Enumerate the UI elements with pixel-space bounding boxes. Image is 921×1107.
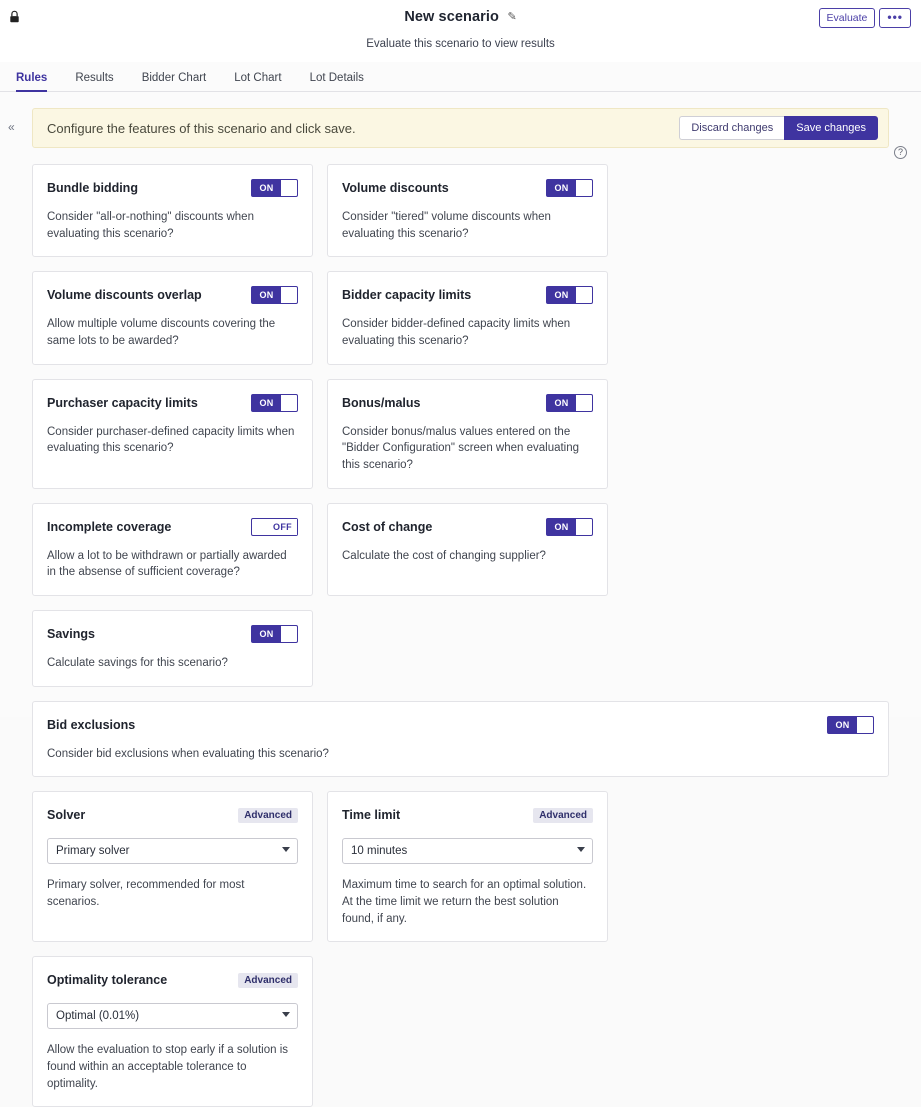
card-description: Allow the evaluation to stop early if a solution is found within an acceptable tolerance to optimality. [47,1044,288,1090]
pencil-edit-icon[interactable]: ✎ [507,11,517,23]
card-head [47,285,298,305]
rule-card-volume-discounts-overlap [32,271,313,364]
rule-card-bid-exclusions [32,701,889,778]
toggle-state-label: ON [547,180,576,196]
advanced-card-optimality-tolerance [32,956,313,1107]
card-title: Time limit [342,808,401,823]
card-title: Incomplete coverage [47,519,172,534]
card-head [342,285,593,305]
more-options-button[interactable]: ••• [879,8,911,28]
time-limit-select-wrap [342,838,593,864]
banner-message: Configure the features of this scenario and click save. [47,120,356,136]
card-description: Consider bidder-defined capacity limits when evaluating this scenario? [342,318,571,348]
page-title-wrap [0,8,921,26]
card-title: Volume discounts overlap [47,288,202,303]
rule-card-bidder-capacity-limits [327,271,608,364]
app-header [0,0,921,62]
toggle-state-label: OFF [268,519,297,535]
rule-card-volume-discounts [327,164,608,257]
banner-buttons [679,116,878,140]
toggle-state-label: ON [547,287,576,303]
toggle-state-label: ON [547,395,576,411]
card-description: Allow multiple volume discounts covering the same lots to be awarded? [47,318,276,348]
card-description: Consider purchaser-defined capacity limits when evaluating this scenario? [47,425,295,455]
toggle-purchaser-capacity-limits[interactable] [251,394,298,412]
tab-lot-chart[interactable]: Lot Chart [234,72,282,84]
toggle-state-label: ON [547,519,576,535]
card-description: Calculate savings for this scenario? [47,657,228,670]
card-description: Consider bid exclusions when evaluating this scenario? [47,747,329,760]
toggle-state-label: ON [828,717,857,733]
rule-card-incomplete-coverage [32,503,313,596]
card-title: Bid exclusions [47,717,136,732]
toggle-state-label: ON [252,180,281,196]
advanced-card-time-limit [327,791,608,942]
tab-lot-details[interactable]: Lot Details [309,72,364,84]
evaluate-button[interactable]: Evaluate [819,8,876,28]
rule-card-cost-of-change [327,503,608,596]
page-subtitle: Evaluate this scenario to view results [366,38,555,50]
card-title: Solver [47,808,86,823]
toggle-state-label: ON [252,626,281,642]
help-row [0,148,921,164]
time-limit-select[interactable] [342,838,593,864]
tab-bar [0,62,921,92]
card-description: Primary solver, recommended for most scenarios. [47,879,245,909]
toggle-cost-of-change[interactable] [546,518,593,536]
toggle-state-label: ON [252,395,281,411]
rule-card-purchaser-capacity-limits [32,379,313,489]
card-description: Consider "tiered" volume discounts when evaluating this scenario? [342,211,551,240]
card-title: Purchaser capacity limits [47,395,198,410]
card-head [342,178,593,198]
card-head [47,517,298,537]
card-head [47,624,298,644]
card-title: Bundle bidding [47,181,138,195]
card-head [47,393,298,413]
header-actions [819,8,911,28]
card-description: Allow a lot to be withdrawn or partially awarded in the absense of sufficient coverage? [47,549,287,579]
rules-grid [0,164,921,1107]
card-head [47,970,298,990]
toggle-bundle-bidding[interactable] [251,179,298,197]
card-description: Consider bonus/malus values entered on the "Bidder Configuration" screen when evaluating this scenario? [342,425,580,472]
toggle-bonus-malus[interactable] [546,394,593,412]
rule-card-savings [32,610,313,687]
advanced-card-solver [32,791,313,942]
card-title: Savings [47,627,95,642]
card-title: Bidder capacity limits [342,288,472,303]
card-description: Consider "all-or-nothing" discounts when evaluating this scenario? [47,211,254,240]
banner-row [0,108,921,148]
toggle-savings[interactable] [251,625,298,643]
card-head [342,393,593,413]
card-title: Optimality tolerance [47,973,168,988]
card-head [47,805,298,825]
card-title: Volume discounts [342,181,449,195]
toggle-bidder-capacity-limits[interactable] [546,286,593,304]
toggle-state-label: ON [252,287,281,303]
config-banner [32,108,889,148]
status-badge: Advanced [533,808,593,823]
solver-select-wrap [47,838,298,864]
toggle-volume-discounts[interactable] [546,179,593,197]
rule-card-bonus-malus [327,379,608,489]
toggle-volume-discounts-overlap[interactable] [251,286,298,304]
card-description: Maximum time to search for an optimal solution. At the time limit we return the best solution found, if any. [342,879,587,925]
card-head [342,517,593,537]
card-head [47,178,298,198]
rule-card-bundle-bidding [32,164,313,257]
solver-select[interactable] [47,838,298,864]
save-changes-button[interactable]: Save changes [784,116,878,140]
help-icon[interactable]: ? [894,146,907,159]
optimality-tolerance-select-wrap [47,1003,298,1029]
discard-changes-button[interactable]: Discard changes [679,116,784,140]
card-head [47,715,874,735]
collapse-sidebar-icon[interactable]: « [8,120,15,134]
tab-rules[interactable]: Rules [14,72,61,91]
toggle-incomplete-coverage[interactable] [251,518,298,536]
optimality-tolerance-select[interactable] [47,1003,298,1029]
toggle-bid-exclusions[interactable] [827,716,874,734]
card-title: Bonus/malus [342,395,421,410]
status-badge: Advanced [238,808,298,823]
tab-bidder-chart[interactable]: Bidder Chart [141,72,207,84]
card-title: Cost of change [342,519,433,534]
card-head [342,805,593,825]
page-title: New scenario [404,9,499,25]
tab-results[interactable]: Results [75,72,114,84]
status-badge: Advanced [238,973,298,988]
card-description: Calculate the cost of changing supplier? [342,549,546,562]
